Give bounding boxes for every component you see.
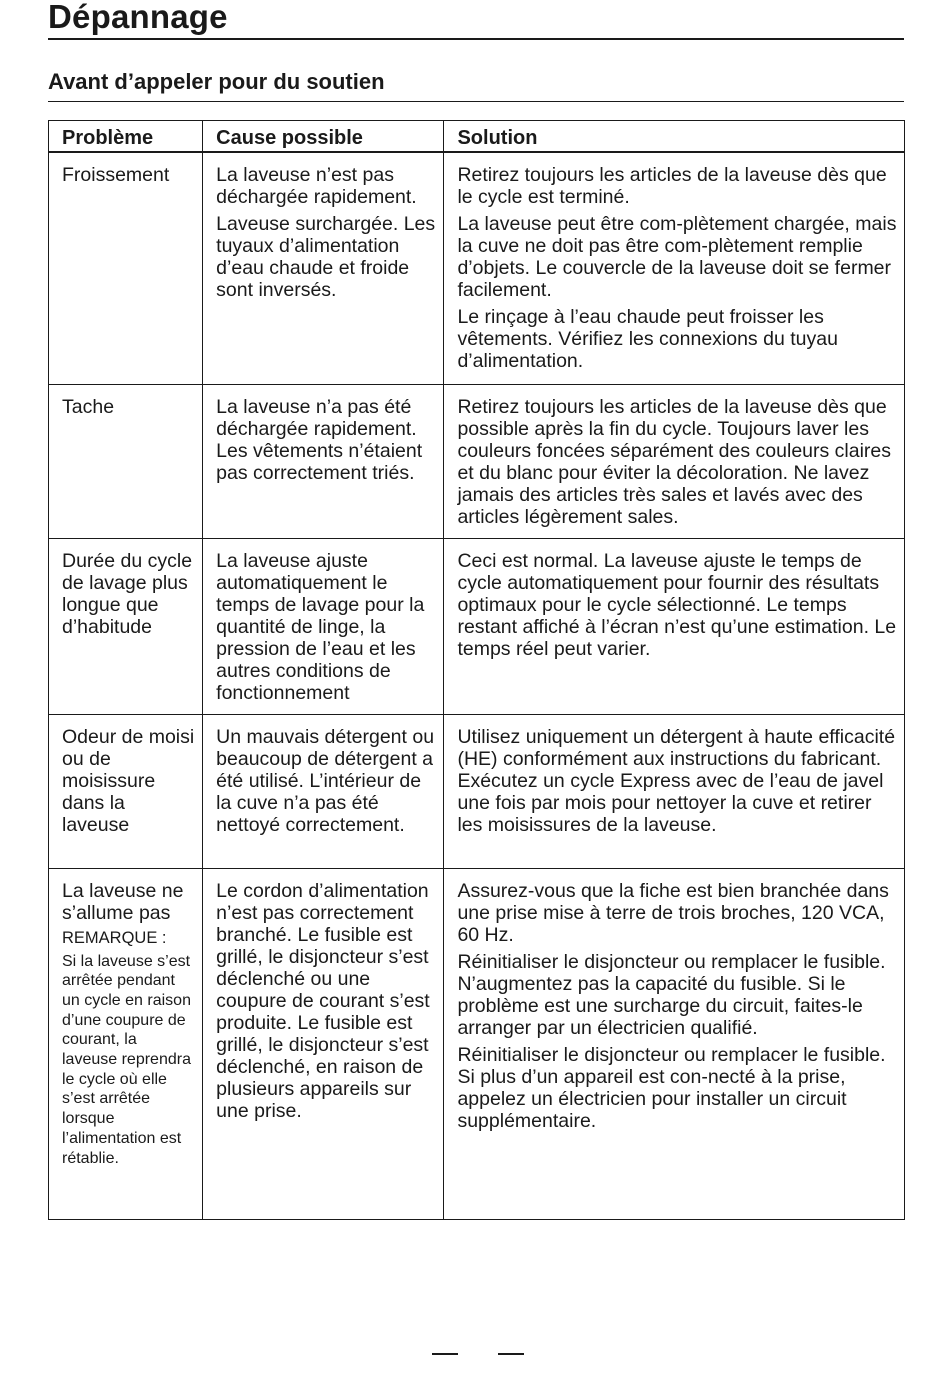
cause-text: La laveuse n’a pas été déchargée rapidement. Les vêtements n’étaient pas correctement triés.	[216, 395, 423, 484]
problem-text: Durée du cycle de lavage plus longue que d’habitude	[62, 549, 193, 638]
cause-text: La laveuse ajuste automatiquement le temps de lavage pour la quantité de linge, la pression de l’eau et les autres conditions de fonctionnement	[216, 549, 425, 704]
cause-cell	[203, 384, 444, 538]
cause-text: Laveuse surchargée. Les tuyaux d’alimentation d’eau chaude et froide sont inversés.	[216, 213, 436, 301]
solution-cell	[444, 868, 905, 1219]
problem-cell	[49, 714, 203, 868]
solution-text: La laveuse peut être com-plètement chargée, mais la cuve ne doit pas être com-plètement remplie d’objets. Le couvercle de la laveuse doit se fermer facilement.	[457, 213, 897, 301]
solution-text: Réinitialiser le disjoncteur ou remplacer le fusible. N’augmentez pas la capacité du fusible. Si le problème est une surcharge du circuit, faites-le arranger par un électricien qualifié.	[457, 950, 886, 1039]
table-row	[49, 714, 905, 868]
solution-text: Le rinçage à l’eau chaude peut froisser les vêtements. Vérifiez les connexions du tuyau d’alimentation.	[457, 306, 838, 372]
problem-cell	[49, 384, 203, 538]
troubleshooting-table	[48, 120, 905, 1220]
cause-cell	[203, 868, 444, 1219]
problem-cell	[49, 152, 203, 384]
cause-text: Un mauvais détergent ou beaucoup de détergent a été utilisé. L’intérieur de la cuve n’a pas été nettoyé correctement.	[216, 725, 435, 836]
solution-text: Retirez toujours les articles de la laveuse dès que possible après la fin du cycle. Toujours laver les couleurs foncées séparément des couleurs claires et du blanc pour éviter la décoloration. Ne lavez jamais des articles très sales et lavés avec des articles légèrement sales.	[457, 395, 892, 528]
header-problem: Problème	[49, 121, 203, 153]
table-row	[49, 868, 905, 1219]
section-title: Avant d’appeler pour du soutien	[48, 69, 385, 94]
solution-cell	[444, 538, 905, 714]
section-divider	[48, 101, 904, 102]
cause-text: La laveuse n’est pas déchargée rapidement.	[216, 164, 417, 208]
table-row	[49, 384, 905, 538]
table-header-row	[49, 121, 905, 153]
solution-text: Utilisez uniquement un détergent à haute efficacité (HE) conformément aux instructions du fabricant. Exécutez un cycle Express avec de l’eau de javel une fois par mois pour nettoyer la cuve et retirer les moisissures de la laveuse.	[457, 725, 896, 836]
page-title: Dépannage	[48, 0, 228, 35]
solution-cell	[444, 384, 905, 538]
problem-cell	[49, 538, 203, 714]
cause-text: Le cordon d’alimentation n’est pas correctement branché. Le fusible est grillé, le disjoncteur s’est déclenché ou une coupure de courant s’est produite. Le fusible est grillé, le disjoncteur s’est déclenché, en raison de plusieurs appareils sur une prise.	[216, 879, 430, 1122]
header-cause: Cause possible	[203, 121, 444, 153]
solution-text: Réinitialiser le disjoncteur ou remplacer le fusible. Si plus d’un appareil est con-necté à la prise, appelez un électricien pour installer un circuit supplémentaire.	[457, 1043, 886, 1132]
solution-cell	[444, 714, 905, 868]
cause-cell	[203, 714, 444, 868]
page-number-dash-left	[432, 1353, 458, 1355]
problem-text: Tache	[62, 395, 115, 418]
page-number-dash-right	[498, 1353, 524, 1355]
header-solution: Solution	[444, 121, 905, 153]
title-divider	[48, 38, 904, 40]
table-row	[49, 538, 905, 714]
cause-cell	[203, 538, 444, 714]
solution-cell	[444, 152, 905, 384]
table-row	[49, 152, 905, 384]
note-label: REMARQUE :	[62, 928, 167, 947]
cause-cell	[203, 152, 444, 384]
note-text: Si la laveuse s’est arrêtée pendant un cycle en raison d’une coupure de courant, la laveuse reprendra le cycle où elle s’est arrêtée lorsque l’alimentation est rétablie.	[62, 952, 191, 1167]
problem-text: La laveuse ne s’allume pas	[62, 879, 184, 924]
problem-cell	[49, 868, 203, 1219]
solution-text: Retirez toujours les articles de la laveuse dès que le cycle est terminé.	[457, 164, 887, 208]
solution-text: Assurez-vous que la fiche est bien branchée dans une prise mise à terre de trois broches, 120 VCA, 60 Hz.	[457, 879, 889, 946]
problem-text: Odeur de moisi ou de moisissure dans la laveuse	[62, 725, 195, 836]
problem-text: Froissement	[62, 164, 170, 186]
solution-text: Ceci est normal. La laveuse ajuste le temps de cycle automatiquement pour fournir des résultats optimaux pour le cycle sélectionné. Le temps restant affiché à l’écran n’est qu’une estimation. Le temps réel peut varier.	[457, 549, 897, 660]
